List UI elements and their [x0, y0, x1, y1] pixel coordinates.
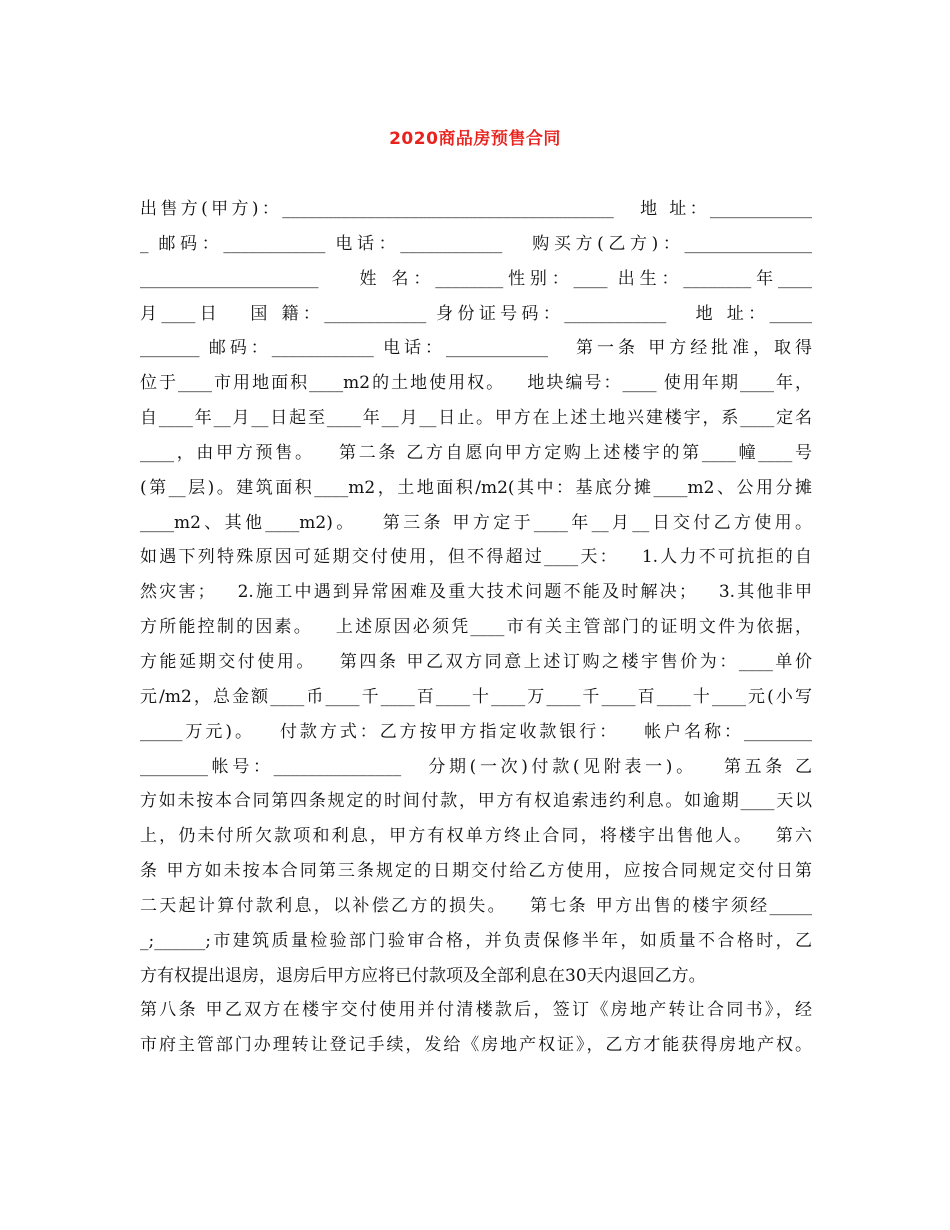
text-line: 然灾害； 2.施工中遇到异常困难及重大技术问题不能及时解决； 3.其他非甲 — [140, 582, 812, 603]
text-line: _;______;市建筑质量检验部门验审合格，并负责保修半年，如质量不合格时，乙 — [140, 930, 812, 951]
text-line: _____万元)。 付款方式：乙方按甲方指定收款银行： 帐户名称：________ — [140, 721, 812, 742]
text-line: 条 甲方如未按本合同第三条规定的日期交付给乙方使用，应按合同规定交付日第 — [140, 861, 812, 882]
text-line: ____m2、其他____m2)。 第三条 甲方定于____年__月__日交付乙方使用。 — [140, 512, 812, 533]
text-line: 方能延期交付使用。 第四条 甲乙双方同意上述订购之楼宇售价为：____单价 — [140, 651, 812, 672]
text-line: 出售方(甲方)：_______________________________________ 地 址：____________ — [140, 199, 812, 219]
text-line: 方有权提出退房，退房后甲方应将已付款项及全部利息在30天内退回乙方。 — [140, 965, 706, 986]
text-line: 自____年__月__日起至____年__月__日止。甲方在上述土地兴建楼宇，系____定名 — [140, 408, 812, 429]
text-line: 月____日 国 籍：____________ 身份证号码：____________ 地 址：_____ — [140, 303, 812, 324]
text-line: _____________________ 姓 名：________性别：____ 出生：________年____ — [140, 268, 812, 289]
text-line: (第__层)。建筑面积____m2，土地面积/m2(其中：基底分摊____m2、公用分摊 — [140, 477, 812, 498]
text-line: 上，仍未付所欠款项和利息，甲方有权单方终止合同，将楼宇出售他人。 第六 — [140, 826, 812, 847]
text-line: 位于____市用地面积____m2的土地使用权。 地块编号：____ 使用年期____年， — [140, 373, 812, 394]
text-line: 市府主管部门办理转让登记手续，发给《房地产权证》，乙方才能获得房地产权。 — [140, 1035, 812, 1056]
text-line: ____，由甲方预售。 第二条 乙方自愿向甲方定购上述楼宇的第____幢____号 — [140, 442, 812, 463]
text-line: 方所能控制的因素。 上述原因必须凭____市有关主管部门的证明文件为依据， — [140, 617, 812, 638]
text-line: 如遇下列特殊原因可延期交付使用，但不得超过____天： 1.人力不可抗拒的自 — [140, 547, 812, 568]
text-line: 元/m2，总金额____币____千____百____十____万____千____百____十____元(小写 — [140, 686, 812, 707]
contract-body — [140, 192, 812, 1063]
text-line: 二天起计算付款利息，以补偿乙方的损失。 第七条 甲方出售的楼宇须经_____ — [140, 895, 812, 916]
text-line: ________帐号：_______________ 分期(一次)付款(见附表一)。 第五条 乙 — [140, 756, 812, 777]
document-title: 2020商品房预售合同 — [389, 129, 561, 149]
text-line: _ 邮码：____________ 电话：____________ 购买方(乙方)：_______________ — [140, 233, 812, 254]
text-line: 方如未按本合同第四条规定的时间付款，甲方有权追索违约利息。如逾期____天以 — [140, 791, 812, 812]
text-line: 第八条 甲乙双方在楼宇交付使用并付清楼款后，签订《房地产转让合同书》，经 — [140, 1000, 812, 1021]
text-line: _______ 邮码：____________ 电话：____________ 第一条 甲方经批准，取得 — [140, 338, 812, 359]
